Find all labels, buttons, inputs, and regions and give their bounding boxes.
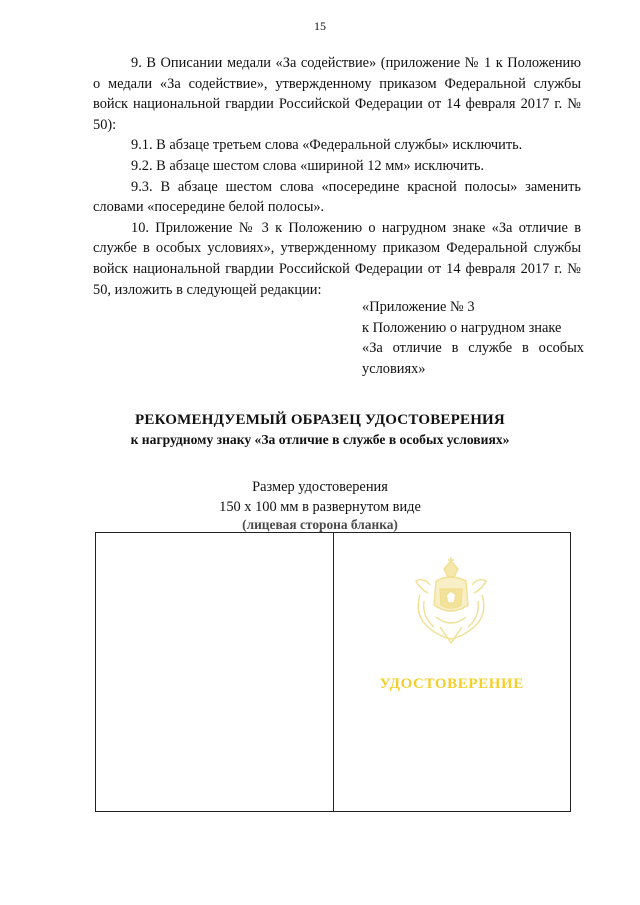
paragraph-10: 10. Приложение № 3 к Положению о нагрудном знаке «За отличие в службе в особых условиях», утвержденному приказом Федеральной службы войск национальной гвардии Российской Федерации от 14 февраля 2017 г. № 50, изложить в следующей редакции: [93,219,581,298]
paragraph-9: 9. В Описании медали «За содействие» (приложение № 1 к Положению о медали «За содействие», утвержденному приказом Федеральной службы войск национальной гвардии Российской Федерации от 14 февраля 2017 г. № 50): [93,55,581,133]
paragraph-9-3: 9.3. В абзаце шестом слова «посередине красной полосы» заменить словами «посередине белой полосы». [93,178,581,216]
appendix-line-4: условиях» [362,360,426,377]
certificate-blank [95,532,571,812]
certificate-left-page [96,533,334,811]
rosgvardia-emblem-icon [406,555,496,647]
appendix-reference [362,297,584,379]
body-text [93,53,581,300]
heading-title: РЕКОМЕНДУЕМЫЙ ОБРАЗЕЦ УДОСТОВЕРЕНИЯ [135,412,505,428]
certificate-right-page [334,533,571,811]
appendix-line-1: «Приложение № 3 [362,299,475,315]
paragraph-9-1: 9.1. В абзаце третьем слова «Федеральной службы» исключить. [131,137,523,154]
size-value: 150 х 100 мм в развернутом виде [219,499,421,515]
sample-heading [0,412,640,448]
size-info [0,477,640,517]
paragraph-9-2: 9.2. В абзаце шестом слова «шириной 12 мм» исключить. [131,157,485,174]
side-label: (лицевая сторона бланка) [242,517,398,532]
appendix-line-3: «За отличие в службе в особых [362,340,584,357]
heading-subtitle: к нагрудному знаку «За отличие в службе в особых условиях» [130,432,510,447]
certificate-title: УДОСТОВЕРЕНИЕ [379,676,524,692]
appendix-line-2: к Положению о нагрудном знаке [362,319,562,336]
size-label: Размер удостоверения [252,479,388,495]
page-number: 15 [314,19,326,33]
